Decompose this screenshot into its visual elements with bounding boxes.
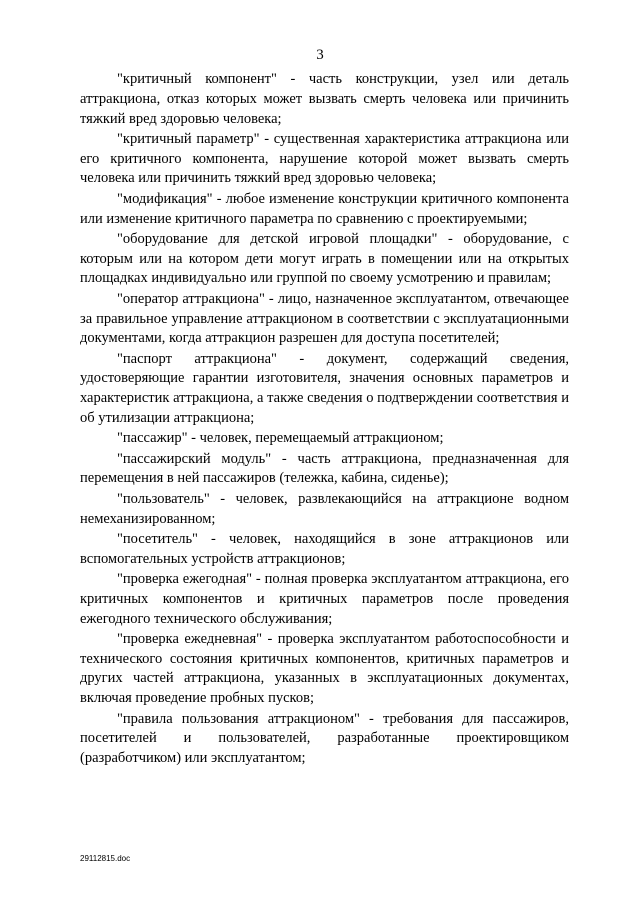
definition-visitor: "посетитель" - человек, находящийся в зоне аттракционов или вспомогательных устройств аттракционов; [80, 530, 569, 567]
document-body [80, 70, 569, 769]
definition-passenger: "пассажир" - человек, перемещаемый аттракционом; [117, 430, 444, 447]
definition-playground-equipment: "оборудование для детской игровой площадки" - оборудование, с которым или на котором дети могут играть в помещении или на открытых площадках индивидуально или группой по своему усмотрению и правилам; [80, 230, 569, 287]
definition-attraction-operator: "оператор аттракциона" - лицо, назначенное эксплуатантом, отвечающее за правильное управление аттракционом в соответствии с эксплуатационными документами, когда аттракцион разрешен для доступа посетителей; [80, 290, 569, 347]
footer-filename: 29112815.doc [80, 854, 131, 863]
definition-critical-component: "критичный компонент" - часть конструкции, узел или деталь аттракциона, отказ которых может вызвать смерть человека или причинить тяжкий вред здоровью человека; [80, 71, 569, 127]
definition-passenger-module: "пассажирский модуль" - часть аттракциона, предназначенная для перемещения в ней пассажиров (тележка, кабина, сиденье); [80, 450, 569, 487]
definition-user: "пользователь" - человек, развлекающийся на аттракционе водном немеханизированном; [80, 490, 569, 527]
definition-annual-inspection: "проверка ежегодная" - полная проверка эксплуатантом аттракциона, его критичных компонентов и критичных параметров после проведения ежегодного технического обслуживания; [80, 570, 569, 627]
page-number: 3 [316, 47, 324, 63]
definition-usage-rules: "правила пользования аттракционом" - требования для пассажиров, посетителей и пользователей, разработанные проектировщиком (разработчиком) или эксплуатантом; [80, 710, 569, 767]
definition-daily-inspection: "проверка ежедневная" - проверка эксплуатантом работоспособности и технического состояния критичных компонентов, критичных параметров и других частей аттракциона, указанных в эксплуатационных документах, включая проведение пробных пусков; [80, 630, 569, 707]
definition-critical-parameter: "критичный параметр" - существенная характеристика аттракциона или его критичного компонента, нарушение которой может вызвать смерть человека или причинить тяжкий вред здоровью человека; [80, 130, 569, 187]
definition-attraction-passport: "паспорт аттракциона" - документ, содержащий сведения, удостоверяющие гарантии изготовителя, значения основных параметров и характеристик аттракциона, а также сведения о подтверждении соответствия и об утилизации аттракциона; [80, 350, 569, 427]
definition-modification: "модификация" - любое изменение конструкции критичного компонента или изменение критичного параметра по сравнению с проектируемыми; [80, 190, 569, 227]
